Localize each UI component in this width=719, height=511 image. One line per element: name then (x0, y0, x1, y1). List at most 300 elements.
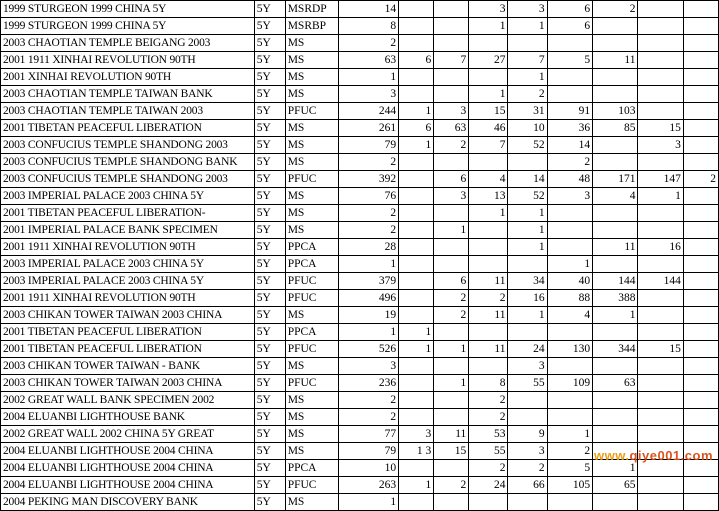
cell-count-4[interactable]: 27 (469, 52, 508, 69)
cell-count-8[interactable]: 15 (638, 120, 683, 137)
cell-count-7[interactable]: 171 (593, 171, 638, 188)
cell-count-8[interactable] (638, 409, 683, 426)
table-row[interactable] (1, 171, 719, 188)
cell-count-2[interactable] (399, 35, 434, 52)
cell-count-3[interactable]: 3 (434, 103, 469, 120)
cell-count-6[interactable] (547, 205, 592, 222)
cell-item-name[interactable]: 2003 CHIKAN TOWER TAIWAN - BANK (1, 358, 255, 375)
cell-grade[interactable]: MSRBP (285, 18, 339, 35)
cell-count-8[interactable] (638, 1, 683, 18)
cell-term[interactable]: 5Y (254, 171, 285, 188)
cell-count-9[interactable] (683, 86, 718, 103)
cell-count-5[interactable]: 24 (508, 341, 547, 358)
cell-item-name[interactable]: 2001 1911 XINHAI REVOLUTION 90TH (1, 52, 255, 69)
cell-count-9[interactable] (683, 18, 718, 35)
cell-count-3[interactable]: 63 (434, 120, 469, 137)
cell-count-7[interactable]: 4 (593, 188, 638, 205)
cell-item-name[interactable]: 2001 1911 XINHAI REVOLUTION 90TH (1, 290, 255, 307)
cell-grade[interactable]: MS (285, 307, 339, 324)
cell-count-6[interactable]: 5 (547, 52, 592, 69)
cell-grade[interactable]: PPCA (285, 239, 339, 256)
table-row[interactable] (1, 18, 719, 35)
cell-count-1[interactable]: 1 (339, 494, 399, 511)
cell-item-name[interactable]: 2003 CHAOTIAN TEMPLE BEIGANG 2003 (1, 35, 255, 52)
table-row[interactable] (1, 35, 719, 52)
cell-item-name[interactable]: 2003 CHAOTIAN TEMPLE TAIWAN 2003 (1, 103, 255, 120)
cell-count-6[interactable]: 48 (547, 171, 592, 188)
cell-count-7[interactable] (593, 137, 638, 154)
cell-count-1[interactable]: 244 (339, 103, 399, 120)
table-row[interactable] (1, 375, 719, 392)
cell-term[interactable]: 5Y (254, 358, 285, 375)
cell-count-5[interactable]: 2 (508, 86, 547, 103)
cell-count-4[interactable]: 1 (469, 18, 508, 35)
cell-count-8[interactable] (638, 375, 683, 392)
cell-term[interactable]: 5Y (254, 86, 285, 103)
cell-count-4[interactable] (469, 239, 508, 256)
cell-count-1[interactable]: 2 (339, 35, 399, 52)
cell-item-name[interactable]: 2004 ELUANBI LIGHTHOUSE 2004 CHINA (1, 477, 255, 494)
cell-count-6[interactable] (547, 409, 592, 426)
cell-grade[interactable]: PPCA (285, 324, 339, 341)
cell-count-3[interactable] (434, 1, 469, 18)
cell-count-9[interactable] (683, 375, 718, 392)
cell-count-3[interactable] (434, 205, 469, 222)
cell-count-3[interactable] (434, 69, 469, 86)
cell-term[interactable]: 5Y (254, 426, 285, 443)
cell-count-2[interactable] (399, 188, 434, 205)
cell-grade[interactable]: MS (285, 69, 339, 86)
cell-count-4[interactable]: 11 (469, 307, 508, 324)
cell-count-1[interactable]: 3 (339, 358, 399, 375)
table-row[interactable] (1, 86, 719, 103)
cell-count-8[interactable] (638, 103, 683, 120)
cell-count-2[interactable]: 6 (399, 52, 434, 69)
cell-count-9[interactable] (683, 273, 718, 290)
cell-count-7[interactable] (593, 18, 638, 35)
cell-count-6[interactable]: 14 (547, 137, 592, 154)
cell-count-5[interactable] (508, 392, 547, 409)
table-row[interactable] (1, 477, 719, 494)
cell-term[interactable]: 5Y (254, 460, 285, 477)
cell-grade[interactable]: MS (285, 188, 339, 205)
cell-count-7[interactable]: 388 (593, 290, 638, 307)
cell-count-2[interactable]: 1 (399, 477, 434, 494)
cell-count-1[interactable]: 79 (339, 137, 399, 154)
cell-count-2[interactable]: 1 (399, 103, 434, 120)
cell-count-5[interactable]: 1 (508, 69, 547, 86)
cell-count-5[interactable]: 1 (508, 205, 547, 222)
cell-count-8[interactable] (638, 290, 683, 307)
cell-item-name[interactable]: 2004 ELUANBI LIGHTHOUSE BANK (1, 409, 255, 426)
cell-count-4[interactable]: 2 (469, 392, 508, 409)
cell-count-7[interactable]: 344 (593, 341, 638, 358)
cell-term[interactable]: 5Y (254, 1, 285, 18)
cell-term[interactable]: 5Y (254, 494, 285, 511)
cell-grade[interactable]: MS (285, 137, 339, 154)
cell-item-name[interactable]: 2003 IMPERIAL PALACE 2003 CHINA 5Y (1, 273, 255, 290)
cell-count-6[interactable]: 6 (547, 18, 592, 35)
cell-count-5[interactable]: 55 (508, 375, 547, 392)
cell-count-4[interactable] (469, 222, 508, 239)
table-row[interactable] (1, 494, 719, 511)
cell-count-3[interactable]: 3 (434, 188, 469, 205)
cell-count-8[interactable]: 3 (638, 137, 683, 154)
cell-count-3[interactable]: 2 (434, 290, 469, 307)
cell-count-3[interactable]: 1 (434, 222, 469, 239)
cell-count-9[interactable] (683, 460, 718, 477)
cell-grade[interactable]: MSRDP (285, 1, 339, 18)
table-row[interactable] (1, 52, 719, 69)
cell-count-4[interactable] (469, 324, 508, 341)
cell-count-7[interactable]: 144 (593, 273, 638, 290)
cell-count-7[interactable] (593, 205, 638, 222)
cell-item-name[interactable]: 2001 TIBETAN PEACEFUL LIBERATION (1, 120, 255, 137)
cell-count-2[interactable]: 6 (399, 120, 434, 137)
cell-count-8[interactable] (638, 392, 683, 409)
cell-count-6[interactable]: 88 (547, 290, 592, 307)
cell-count-8[interactable] (638, 460, 683, 477)
cell-grade[interactable]: MS (285, 52, 339, 69)
cell-item-name[interactable]: 2002 GREAT WALL BANK SPECIMEN 2002 (1, 392, 255, 409)
cell-grade[interactable]: PFUC (285, 171, 339, 188)
cell-count-9[interactable] (683, 52, 718, 69)
cell-count-7[interactable]: 85 (593, 120, 638, 137)
cell-count-5[interactable]: 1 (508, 239, 547, 256)
cell-count-2[interactable] (399, 375, 434, 392)
cell-count-4[interactable]: 11 (469, 273, 508, 290)
cell-count-8[interactable] (638, 443, 683, 460)
cell-count-3[interactable]: 1 (434, 341, 469, 358)
cell-count-7[interactable] (593, 256, 638, 273)
cell-count-1[interactable]: 261 (339, 120, 399, 137)
cell-count-4[interactable] (469, 154, 508, 171)
cell-count-8[interactable] (638, 69, 683, 86)
cell-term[interactable]: 5Y (254, 154, 285, 171)
cell-item-name[interactable]: 2003 CHAOTIAN TEMPLE TAIWAN BANK (1, 86, 255, 103)
cell-term[interactable]: 5Y (254, 52, 285, 69)
cell-count-7[interactable] (593, 35, 638, 52)
cell-item-name[interactable]: 2003 CONFUCIUS TEMPLE SHANDONG 2003 (1, 137, 255, 154)
cell-count-7[interactable] (593, 443, 638, 460)
cell-count-3[interactable]: 2 (434, 137, 469, 154)
cell-item-name[interactable]: 2001 TIBETAN PEACEFUL LIBERATION- (1, 205, 255, 222)
cell-count-4[interactable]: 11 (469, 341, 508, 358)
cell-count-9[interactable]: 2 (683, 171, 718, 188)
table-row[interactable] (1, 1, 719, 18)
cell-count-4[interactable]: 4 (469, 171, 508, 188)
cell-count-7[interactable]: 63 (593, 375, 638, 392)
cell-count-7[interactable] (593, 358, 638, 375)
cell-count-6[interactable] (547, 239, 592, 256)
cell-count-2[interactable] (399, 409, 434, 426)
cell-item-name[interactable]: 2001 IMPERIAL PALACE BANK SPECIMEN (1, 222, 255, 239)
cell-count-8[interactable] (638, 154, 683, 171)
cell-count-9[interactable] (683, 1, 718, 18)
cell-count-8[interactable] (638, 222, 683, 239)
cell-count-3[interactable] (434, 324, 469, 341)
cell-count-5[interactable] (508, 35, 547, 52)
cell-count-3[interactable] (434, 18, 469, 35)
cell-item-name[interactable]: 2003 IMPERIAL PALACE 2003 CHINA 5Y (1, 188, 255, 205)
cell-count-4[interactable]: 2 (469, 409, 508, 426)
cell-term[interactable]: 5Y (254, 35, 285, 52)
cell-count-6[interactable]: 3 (547, 188, 592, 205)
cell-count-6[interactable] (547, 69, 592, 86)
cell-count-2[interactable]: 1 3 (399, 443, 434, 460)
cell-count-7[interactable] (593, 494, 638, 511)
cell-count-2[interactable] (399, 205, 434, 222)
cell-count-1[interactable]: 2 (339, 222, 399, 239)
cell-grade[interactable]: MS (285, 392, 339, 409)
cell-count-1[interactable]: 2 (339, 392, 399, 409)
cell-count-9[interactable] (683, 188, 718, 205)
cell-count-5[interactable]: 9 (508, 426, 547, 443)
cell-count-2[interactable] (399, 273, 434, 290)
cell-count-3[interactable]: 6 (434, 273, 469, 290)
table-row[interactable] (1, 392, 719, 409)
cell-count-3[interactable] (434, 239, 469, 256)
cell-count-6[interactable]: 1 (547, 256, 592, 273)
cell-count-4[interactable]: 15 (469, 103, 508, 120)
cell-count-4[interactable]: 1 (469, 205, 508, 222)
cell-count-3[interactable] (434, 154, 469, 171)
cell-count-9[interactable] (683, 222, 718, 239)
cell-term[interactable]: 5Y (254, 18, 285, 35)
cell-count-7[interactable]: 11 (593, 239, 638, 256)
cell-count-7[interactable]: 65 (593, 477, 638, 494)
cell-count-9[interactable] (683, 256, 718, 273)
cell-count-3[interactable] (434, 35, 469, 52)
cell-item-name[interactable]: 2003 CHIKAN TOWER TAIWAN 2003 CHINA (1, 375, 255, 392)
cell-count-2[interactable] (399, 18, 434, 35)
cell-term[interactable]: 5Y (254, 273, 285, 290)
cell-term[interactable]: 5Y (254, 256, 285, 273)
cell-count-4[interactable] (469, 69, 508, 86)
cell-grade[interactable]: PFUC (285, 341, 339, 358)
cell-count-1[interactable]: 14 (339, 1, 399, 18)
cell-count-8[interactable] (638, 494, 683, 511)
cell-count-1[interactable]: 1 (339, 69, 399, 86)
table-row[interactable] (1, 103, 719, 120)
cell-term[interactable]: 5Y (254, 392, 285, 409)
cell-count-2[interactable] (399, 307, 434, 324)
cell-count-9[interactable] (683, 137, 718, 154)
cell-item-name[interactable]: 2004 ELUANBI LIGHTHOUSE 2004 CHINA (1, 443, 255, 460)
cell-item-name[interactable]: 2001 XINHAI REVOLUTION 90TH (1, 69, 255, 86)
cell-count-8[interactable] (638, 324, 683, 341)
cell-term[interactable]: 5Y (254, 103, 285, 120)
cell-count-6[interactable]: 5 (547, 460, 592, 477)
cell-count-5[interactable]: 52 (508, 188, 547, 205)
cell-count-3[interactable] (434, 460, 469, 477)
cell-count-8[interactable] (638, 52, 683, 69)
cell-count-8[interactable] (638, 477, 683, 494)
cell-count-9[interactable] (683, 477, 718, 494)
cell-count-1[interactable]: 10 (339, 460, 399, 477)
cell-count-3[interactable]: 11 (434, 426, 469, 443)
cell-grade[interactable]: PFUC (285, 477, 339, 494)
table-row[interactable] (1, 69, 719, 86)
cell-item-name[interactable]: 2001 TIBETAN PEACEFUL LIBERATION (1, 341, 255, 358)
cell-term[interactable]: 5Y (254, 477, 285, 494)
cell-count-5[interactable]: 3 (508, 1, 547, 18)
cell-grade[interactable]: PFUC (285, 273, 339, 290)
cell-count-1[interactable]: 263 (339, 477, 399, 494)
cell-count-3[interactable]: 2 (434, 307, 469, 324)
cell-count-5[interactable]: 14 (508, 171, 547, 188)
cell-term[interactable]: 5Y (254, 120, 285, 137)
cell-count-9[interactable] (683, 358, 718, 375)
cell-count-2[interactable] (399, 290, 434, 307)
table-row[interactable] (1, 137, 719, 154)
cell-count-6[interactable]: 109 (547, 375, 592, 392)
cell-grade[interactable]: MS (285, 120, 339, 137)
cell-count-7[interactable] (593, 409, 638, 426)
cell-count-9[interactable] (683, 239, 718, 256)
table-row[interactable] (1, 290, 719, 307)
cell-term[interactable]: 5Y (254, 239, 285, 256)
cell-count-4[interactable]: 3 (469, 1, 508, 18)
cell-count-1[interactable]: 76 (339, 188, 399, 205)
cell-count-1[interactable]: 392 (339, 171, 399, 188)
table-row[interactable] (1, 120, 719, 137)
cell-item-name[interactable]: 2004 PEKING MAN DISCOVERY BANK (1, 494, 255, 511)
cell-count-1[interactable]: 77 (339, 426, 399, 443)
cell-count-4[interactable] (469, 35, 508, 52)
cell-count-3[interactable] (434, 256, 469, 273)
cell-count-9[interactable] (683, 324, 718, 341)
cell-item-name[interactable]: 2003 IMPERIAL PALACE 2003 CHINA 5Y (1, 256, 255, 273)
cell-count-7[interactable] (593, 222, 638, 239)
cell-term[interactable]: 5Y (254, 290, 285, 307)
cell-term[interactable]: 5Y (254, 69, 285, 86)
table-row[interactable] (1, 324, 719, 341)
cell-count-9[interactable] (683, 426, 718, 443)
cell-count-6[interactable] (547, 358, 592, 375)
cell-count-6[interactable]: 36 (547, 120, 592, 137)
cell-count-6[interactable] (547, 392, 592, 409)
cell-count-5[interactable]: 7 (508, 52, 547, 69)
cell-count-7[interactable] (593, 86, 638, 103)
cell-count-1[interactable]: 236 (339, 375, 399, 392)
cell-count-5[interactable]: 2 (508, 460, 547, 477)
cell-count-3[interactable] (434, 358, 469, 375)
cell-count-5[interactable]: 52 (508, 137, 547, 154)
table-row[interactable] (1, 256, 719, 273)
cell-count-9[interactable] (683, 307, 718, 324)
cell-count-2[interactable]: 1 (399, 137, 434, 154)
table-row[interactable] (1, 205, 719, 222)
cell-count-8[interactable]: 1 (638, 188, 683, 205)
cell-term[interactable]: 5Y (254, 375, 285, 392)
cell-count-5[interactable]: 1 (508, 18, 547, 35)
cell-count-9[interactable] (683, 69, 718, 86)
cell-count-5[interactable] (508, 324, 547, 341)
cell-count-5[interactable] (508, 256, 547, 273)
cell-count-6[interactable]: 4 (547, 307, 592, 324)
cell-item-name[interactable]: 2003 CONFUCIUS TEMPLE SHANDONG BANK (1, 154, 255, 171)
cell-count-5[interactable]: 34 (508, 273, 547, 290)
cell-count-3[interactable]: 7 (434, 52, 469, 69)
cell-term[interactable]: 5Y (254, 307, 285, 324)
cell-count-2[interactable]: 1 (399, 324, 434, 341)
cell-count-8[interactable] (638, 35, 683, 52)
cell-count-8[interactable] (638, 205, 683, 222)
cell-count-6[interactable]: 6 (547, 1, 592, 18)
cell-count-7[interactable] (593, 392, 638, 409)
cell-count-5[interactable] (508, 494, 547, 511)
cell-count-7[interactable]: 2 (593, 1, 638, 18)
table-row[interactable] (1, 460, 719, 477)
cell-count-1[interactable]: 496 (339, 290, 399, 307)
cell-item-name[interactable]: 2001 1911 XINHAI REVOLUTION 90TH (1, 239, 255, 256)
cell-count-5[interactable]: 1 (508, 222, 547, 239)
cell-count-9[interactable] (683, 154, 718, 171)
cell-count-4[interactable]: 7 (469, 137, 508, 154)
cell-count-4[interactable] (469, 256, 508, 273)
cell-count-2[interactable]: 1 (399, 341, 434, 358)
cell-term[interactable]: 5Y (254, 188, 285, 205)
cell-count-6[interactable]: 40 (547, 273, 592, 290)
cell-count-1[interactable]: 526 (339, 341, 399, 358)
cell-count-6[interactable]: 2 (547, 154, 592, 171)
cell-count-4[interactable]: 46 (469, 120, 508, 137)
cell-term[interactable]: 5Y (254, 137, 285, 154)
cell-count-6[interactable]: 91 (547, 103, 592, 120)
cell-count-2[interactable] (399, 256, 434, 273)
cell-count-6[interactable]: 130 (547, 341, 592, 358)
cell-count-7[interactable] (593, 69, 638, 86)
cell-count-4[interactable]: 2 (469, 290, 508, 307)
cell-count-8[interactable] (638, 426, 683, 443)
table-row[interactable] (1, 307, 719, 324)
cell-count-5[interactable]: 10 (508, 120, 547, 137)
cell-count-3[interactable]: 1 (434, 375, 469, 392)
cell-grade[interactable]: PFUC (285, 290, 339, 307)
cell-count-7[interactable]: 11 (593, 52, 638, 69)
cell-count-8[interactable] (638, 86, 683, 103)
cell-count-2[interactable] (399, 358, 434, 375)
cell-count-2[interactable] (399, 171, 434, 188)
cell-count-7[interactable]: 103 (593, 103, 638, 120)
cell-item-name[interactable]: 2003 CONFUCIUS TEMPLE SHANDONG 2003 (1, 171, 255, 188)
cell-count-9[interactable] (683, 120, 718, 137)
cell-count-3[interactable]: 2 (434, 477, 469, 494)
cell-count-3[interactable] (434, 409, 469, 426)
cell-count-6[interactable] (547, 35, 592, 52)
cell-count-3[interactable] (434, 392, 469, 409)
table-row[interactable] (1, 443, 719, 460)
cell-count-8[interactable] (638, 358, 683, 375)
cell-count-9[interactable] (683, 205, 718, 222)
cell-item-name[interactable]: 2003 CHIKAN TOWER TAIWAN 2003 CHINA (1, 307, 255, 324)
cell-count-9[interactable] (683, 392, 718, 409)
cell-count-6[interactable] (547, 222, 592, 239)
cell-count-4[interactable] (469, 358, 508, 375)
table-row[interactable] (1, 273, 719, 290)
cell-grade[interactable]: PPCA (285, 460, 339, 477)
cell-item-name[interactable]: 2004 ELUANBI LIGHTHOUSE 2004 CHINA (1, 460, 255, 477)
cell-count-6[interactable]: 105 (547, 477, 592, 494)
cell-count-6[interactable] (547, 86, 592, 103)
cell-count-4[interactable]: 1 (469, 86, 508, 103)
cell-count-8[interactable]: 144 (638, 273, 683, 290)
cell-count-9[interactable] (683, 290, 718, 307)
cell-grade[interactable]: MS (285, 35, 339, 52)
cell-item-name[interactable]: 1999 STURGEON 1999 CHINA 5Y (1, 18, 255, 35)
cell-count-6[interactable]: 2 (547, 443, 592, 460)
